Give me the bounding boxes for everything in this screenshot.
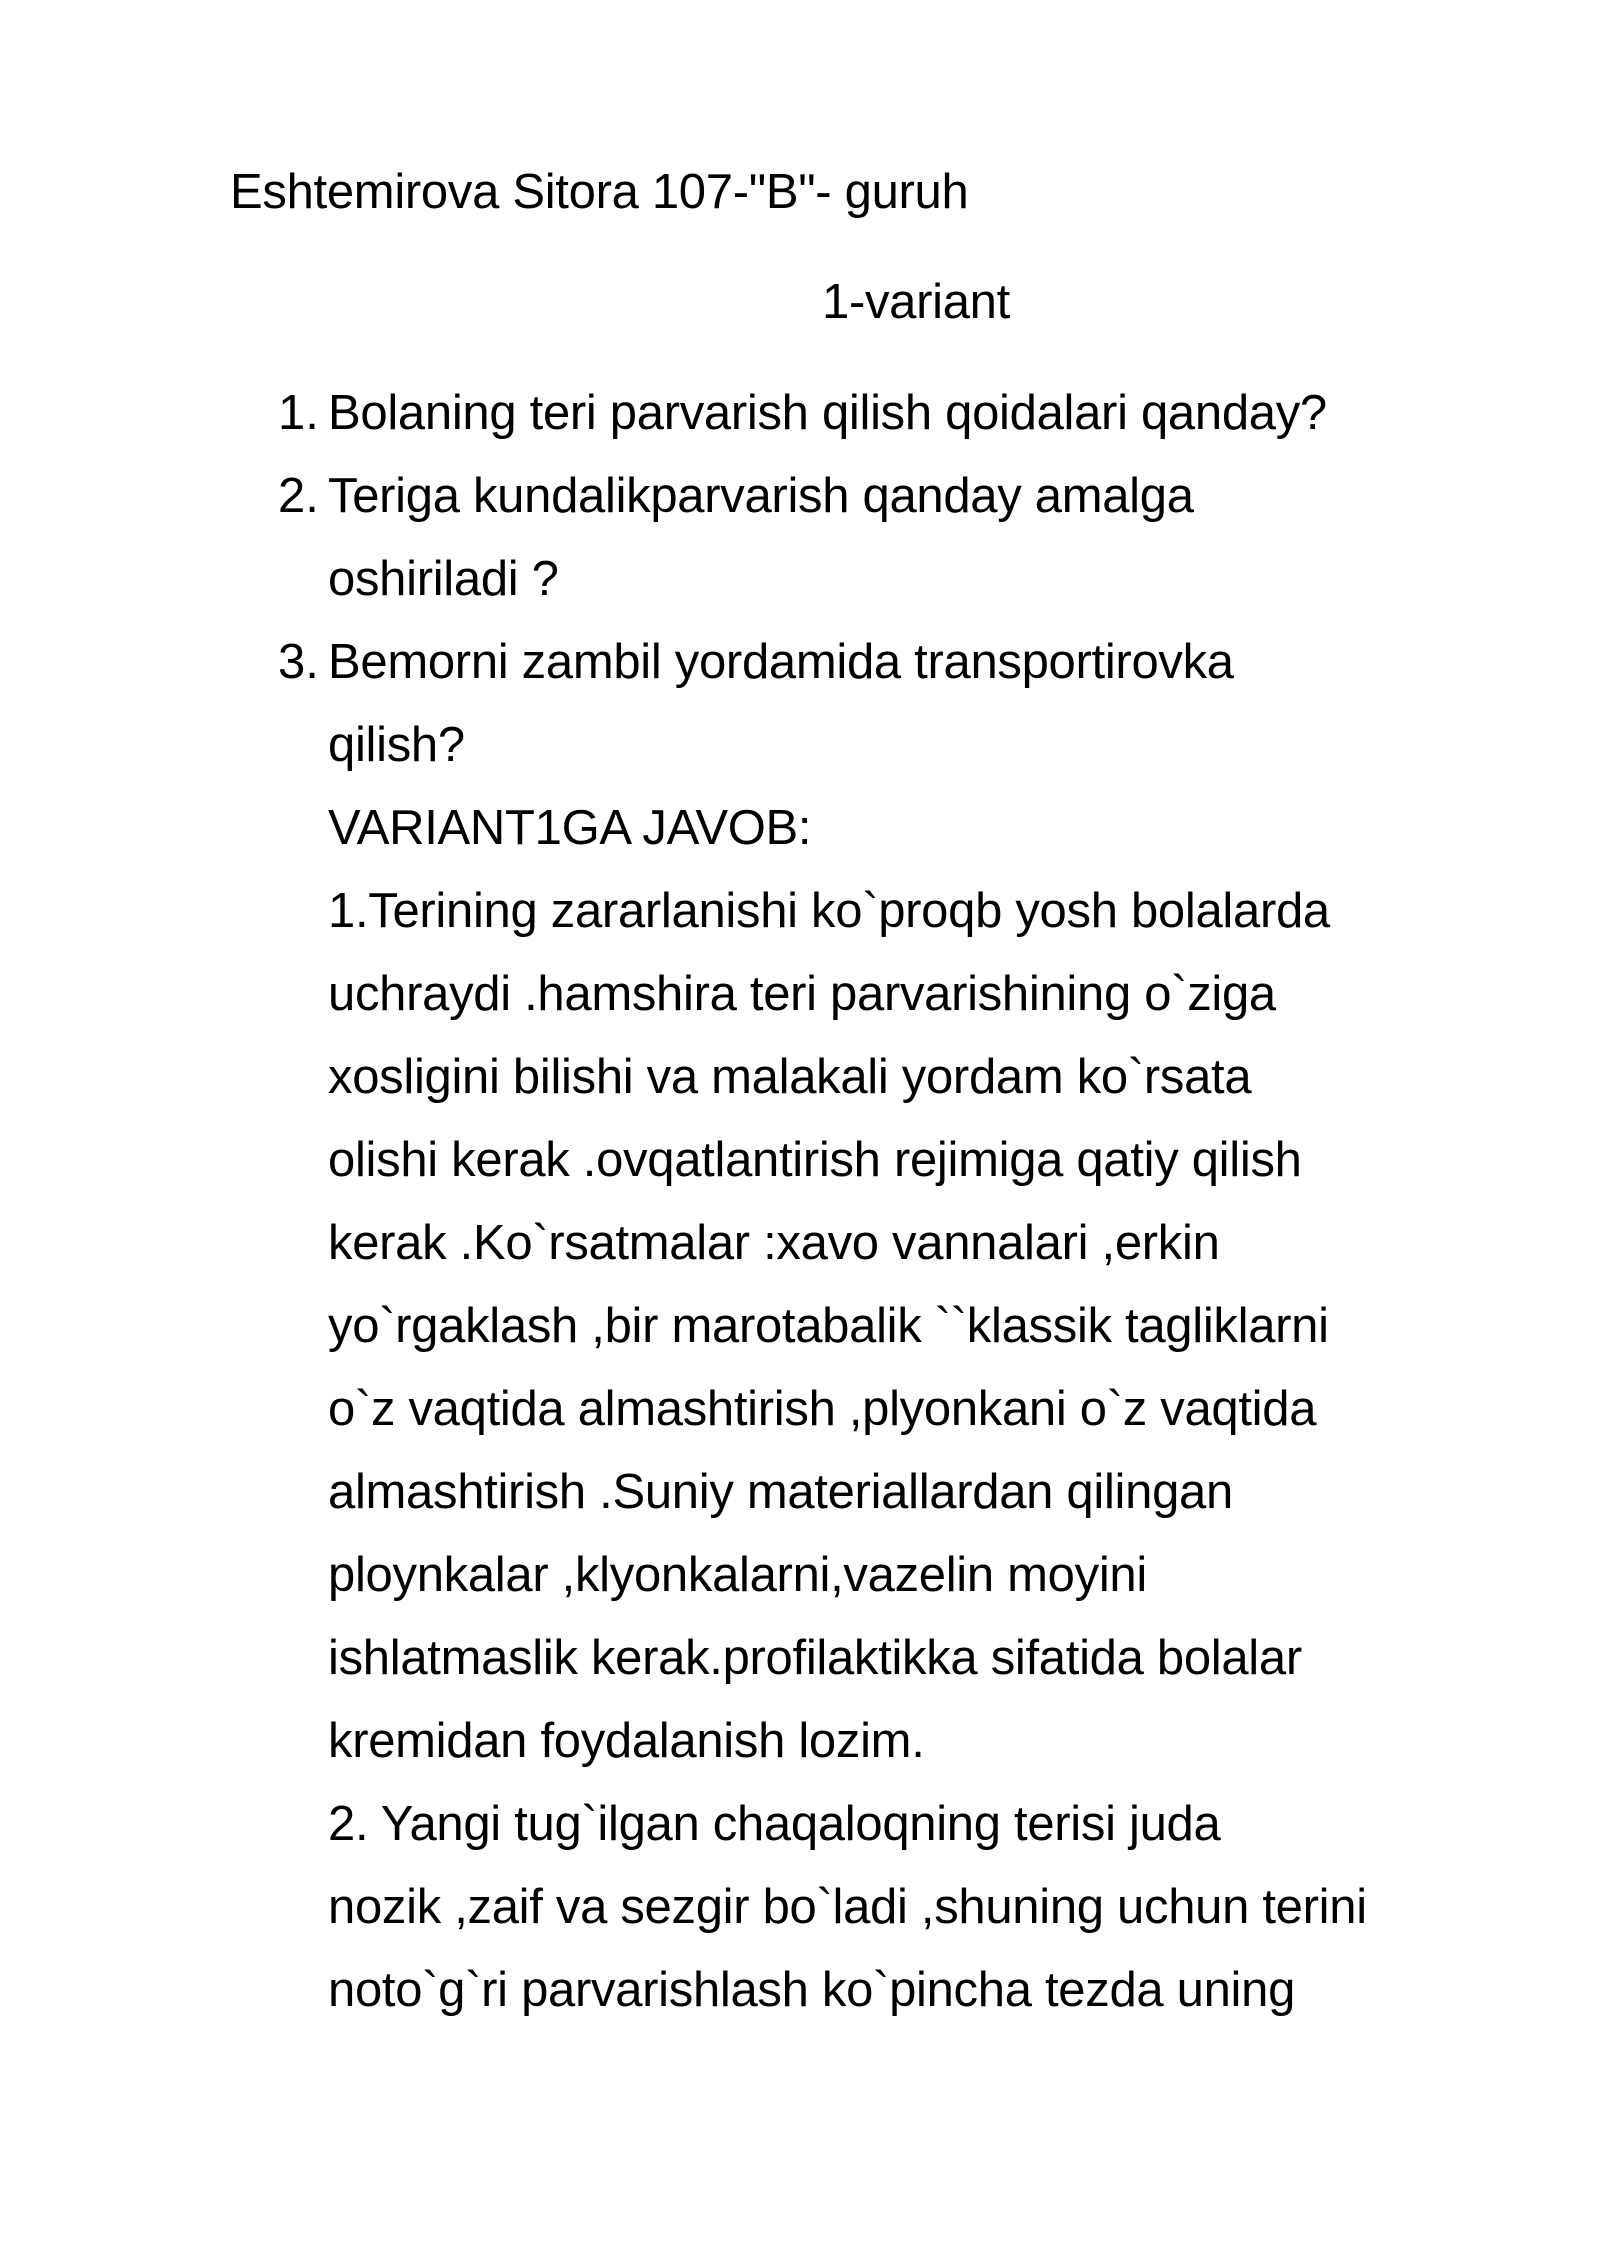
answer-line: kerak .Ko`rsatmalar :xavo vannalari ,erkin <box>328 1216 1220 1270</box>
variant-title: 1-variant <box>822 275 1010 329</box>
answer-line: nozik ,zaif va sezgir bo`ladi ,shuning uchun terini <box>328 1880 1367 1934</box>
question-text: oshiriladi ? <box>328 552 559 606</box>
question-text: Teriga kundalikparvarish qanday amalga <box>328 469 1194 523</box>
question-text: Bolaning teri parvarish qilish qoidalari qanday? <box>328 386 1327 440</box>
question-number: 1. <box>278 386 319 440</box>
answer-line: xosligini bilishi va malakali yordam ko`rsata <box>328 1050 1252 1104</box>
answer-line: ploynkalar ,klyonkalarni,vazelin moyini <box>328 1548 1147 1602</box>
answer-line: ishlatmaslik kerak.profilaktikka sifatida bolalar <box>328 1631 1302 1685</box>
answer-line: 1.Terining zararlanishi ko`proqb yosh bolalarda <box>328 884 1330 938</box>
answer-line: olishi kerak .ovqatlantirish rejimiga qatiy qilish <box>328 1133 1302 1187</box>
answer-line: o`z vaqtida almashtirish ,plyonkani o`z vaqtida <box>328 1382 1317 1436</box>
answer-line: 2. Yangi tug`ilgan chaqaloqning terisi juda <box>328 1797 1221 1851</box>
answers-heading: VARIANT1GA JAVOB: <box>328 801 812 855</box>
answer-line: noto`g`ri parvarishlash ko`pincha tezda uning <box>328 1963 1296 2017</box>
author-line: Eshtemirova Sitora 107-"B"- guruh <box>230 165 969 219</box>
question-number: 3. <box>278 635 319 689</box>
question-number: 2. <box>278 469 319 523</box>
answer-line: uchraydi .hamshira teri parvarishining o`ziga <box>328 967 1276 1021</box>
answer-line: yo`rgaklash ,bir marotabalik ``klassik tagliklarni <box>328 1299 1329 1353</box>
question-text: qilish? <box>328 718 465 772</box>
question-text: Bemorni zambil yordamida transportirovka <box>328 635 1234 689</box>
answer-line: almashtirish .Suniy materiallardan qilingan <box>328 1465 1233 1519</box>
answer-line: kremidan foydalanish lozim. <box>328 1714 925 1768</box>
